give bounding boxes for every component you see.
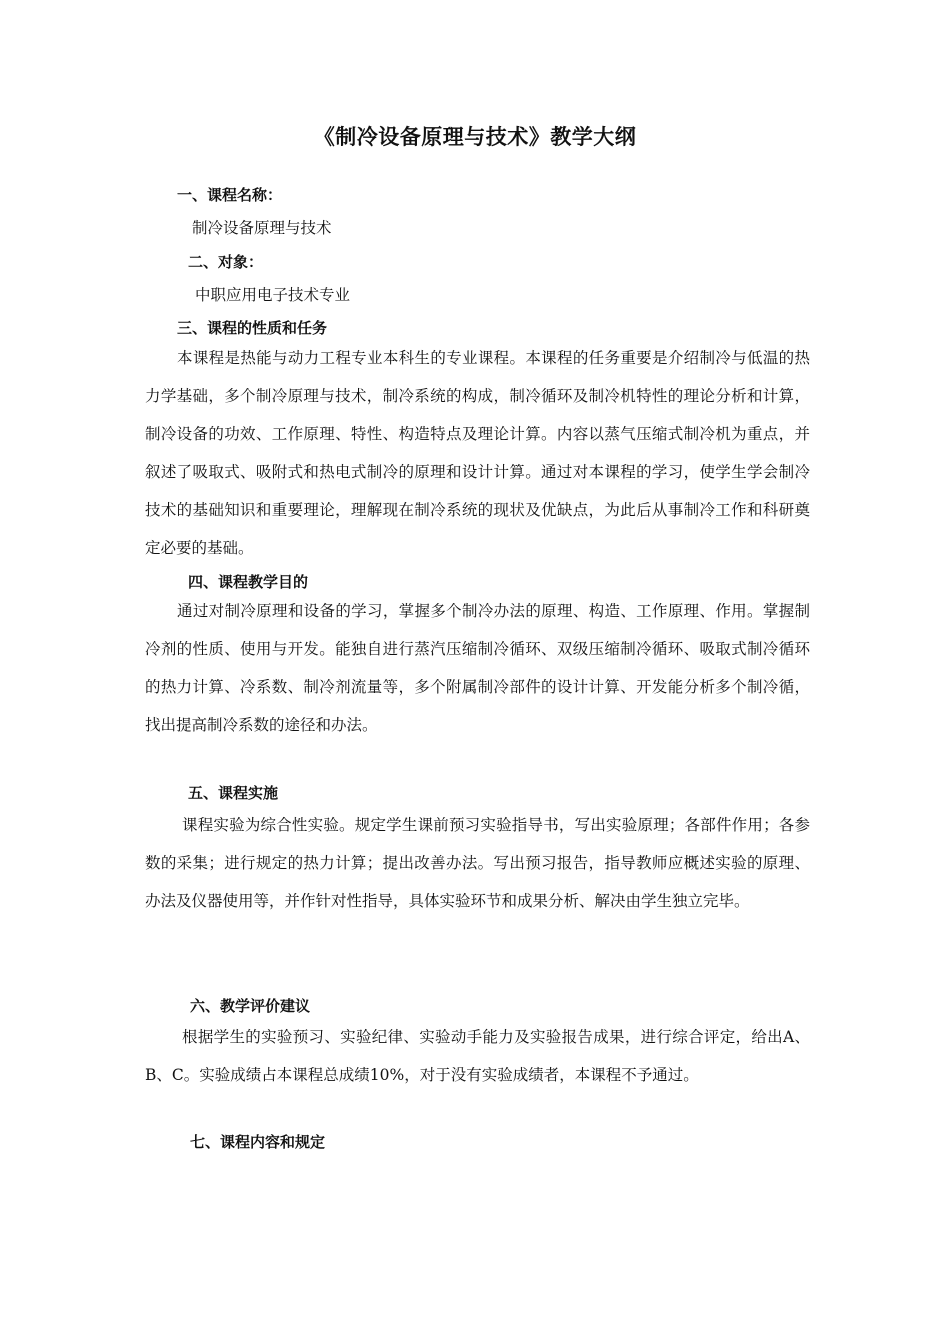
section-heading-2: 二、对象： [188, 253, 264, 271]
section-heading-3: 三、课程的性质和任务 [177, 319, 328, 337]
section-heading-1: 一、课程名称： [177, 186, 283, 204]
section-body-2: 中职应用电子技术专业 [195, 286, 351, 304]
section-body-5: 课程实验为综合性实验。规定学生课前预习实验指导书，写出实验原理；各部件作用；各参数的采集；进行规定的热力计算；提出改善办法。写出预习报告，指导教师应概述实验的原理、办法及仪器使用等，并作针对性指导，具体实验环节和成果分析、解决由学生独立完毕。 [145, 816, 810, 910]
section-heading-5: 五、课程实施 [188, 784, 279, 802]
document-title: 《制冷设备原理与技术》教学大纲 [313, 124, 637, 149]
section-body-1: 制冷设备原理与技术 [192, 219, 332, 237]
section-body-4: 通过对制冷原理和设备的学习，掌握多个制冷办法的原理、构造、工作原理、作用。掌握制冷剂的性质、使用与开发。能独自进行蒸汽压缩制冷循环、双级压缩制冷循环、吸取式制冷循环的热力计算、冷系数、制冷剂流量等，多个附属制冷部件的设计计算、开发能分析多个制冷循，找出提高制冷系数的途径和办法。 [145, 602, 810, 734]
section-heading-7: 七、课程内容和规定 [190, 1133, 326, 1151]
section-heading-4: 四、课程教学目的 [188, 573, 309, 591]
section-body-3: 本课程是热能与动力工程专业本科生的专业课程。本课程的任务重要是介绍制冷与低温的热力学基础，多个制冷原理与技术，制冷系统的构成，制冷循环及制冷机特性的理论分析和计算，制冷设备的功效、工作原理、特性、构造特点及理论计算。内容以蒸气压缩式制冷机为重点，并叙述了吸取式、吸附式和热电式制冷的原理和设计计算。通过对本课程的学习，使学生学会制冷技术的基础知识和重要理论，理解现在制冷系统的现状及优缺点，为此后从事制冷工作和科研奠定必要的基础。 [145, 349, 810, 557]
section-body-6: 根据学生的实验预习、实验纪律、实验动手能力及实验报告成果，进行综合评定，给出A、B、C。实验成绩占本课程总成绩10%，对于没有实验成绩者，本课程不予通过。 [145, 1028, 810, 1084]
section-heading-6: 六、教学评价建议 [190, 997, 311, 1015]
